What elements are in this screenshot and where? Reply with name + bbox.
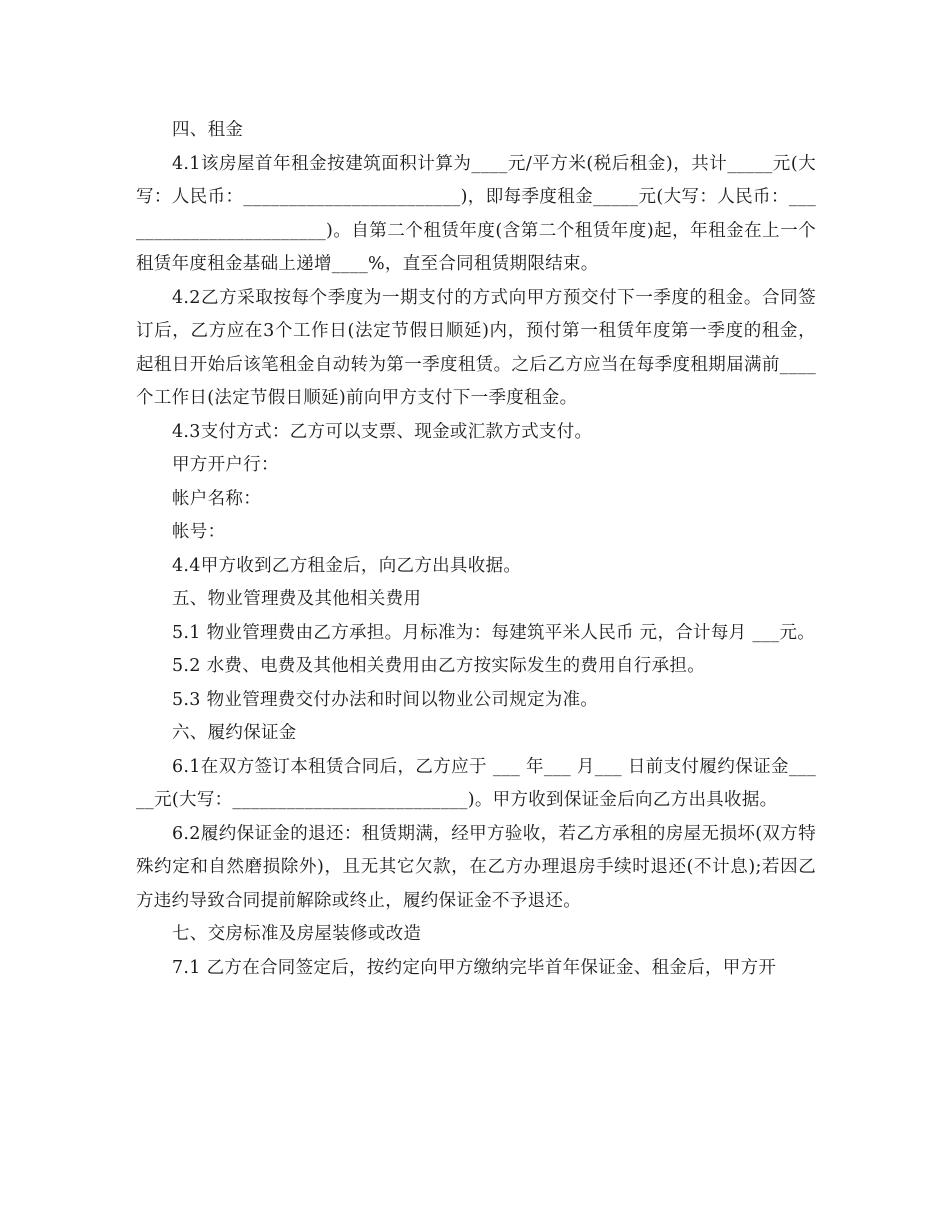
clause-4-2: 4.2乙方采取按每个季度为一期支付的方式向甲方预交付下一季度的租金。合同签订后，乙方应在3个工作日(法定节假日顺延)内，预付第一租赁年度第一季度的租金，起租日开始后该笔租金自动转为第一季度租赁。之后乙方应当在每季度租期届满前____个工作日(法定节假日顺延)前向甲方支付下一季度租金。 xyxy=(136,287,816,408)
account-name-line: 帐户名称： xyxy=(172,488,261,509)
clause-7-1: 7.1 乙方在合同签定后，按约定向甲方缴纳完毕首年保证金、租金后，甲方开 xyxy=(172,957,777,978)
section-heading-rent: 四、租金 xyxy=(172,120,244,140)
section-heading-deposit: 六、履约保证金 xyxy=(172,723,297,743)
clause-4-4: 4.4甲方收到乙方租金后，向乙方出具收据。 xyxy=(172,555,522,576)
clause-6-2: 6.2履约保证金的退还：租赁期满，经甲方验收，若乙方承租的房屋无损坏(双方特殊约定和自然磨损除外)，且无其它欠款，在乙方办理退房手续时退还(不计息);若因乙方违约导致合同提前解除或终止，履约保证金不予退还。 xyxy=(136,823,816,911)
clause-4-1: 4.1该房屋首年租金按建筑面积计算为____元/平方米(税后租金)，共计_____元(大写：人民币：________________________)，即每季度租金_____元(大写：人民币：________________________)。自第二个租赁年度(含第二个租赁年度)起，年租金在上一个租赁年度租金基础上递增____%，直至合同租赁期限结束。 xyxy=(136,153,816,274)
clause-5-1: 5.1 物业管理费由乙方承担。月标准为：每建筑平米人民币 元，合计每月 ___元。 xyxy=(172,622,816,643)
clause-6-1: 6.1在双方签订本租赁合同后，乙方应于 ___ 年___ 月___ 日前支付履约保证金_____元(大写：__________________________)。甲方收到保证金后向乙方出具收据。 xyxy=(136,756,816,810)
section-heading-handover: 七、交房标准及房屋装修或改造 xyxy=(172,924,422,944)
section-heading-property-fees: 五、物业管理费及其他相关费用 xyxy=(172,589,422,609)
bank-line: 甲方开户行： xyxy=(172,455,279,475)
clause-5-2: 5.2 水费、电费及其他相关费用由乙方按实际发生的费用自行承担。 xyxy=(172,656,705,676)
clause-4-3: 4.3支付方式：乙方可以支票、现金或汇款方式支付。 xyxy=(172,421,593,442)
document-body xyxy=(136,114,816,985)
account-number-line: 帐号： xyxy=(172,522,226,542)
clause-5-3: 5.3 物业管理费交付办法和时间以物业公司规定为准。 xyxy=(172,689,599,710)
